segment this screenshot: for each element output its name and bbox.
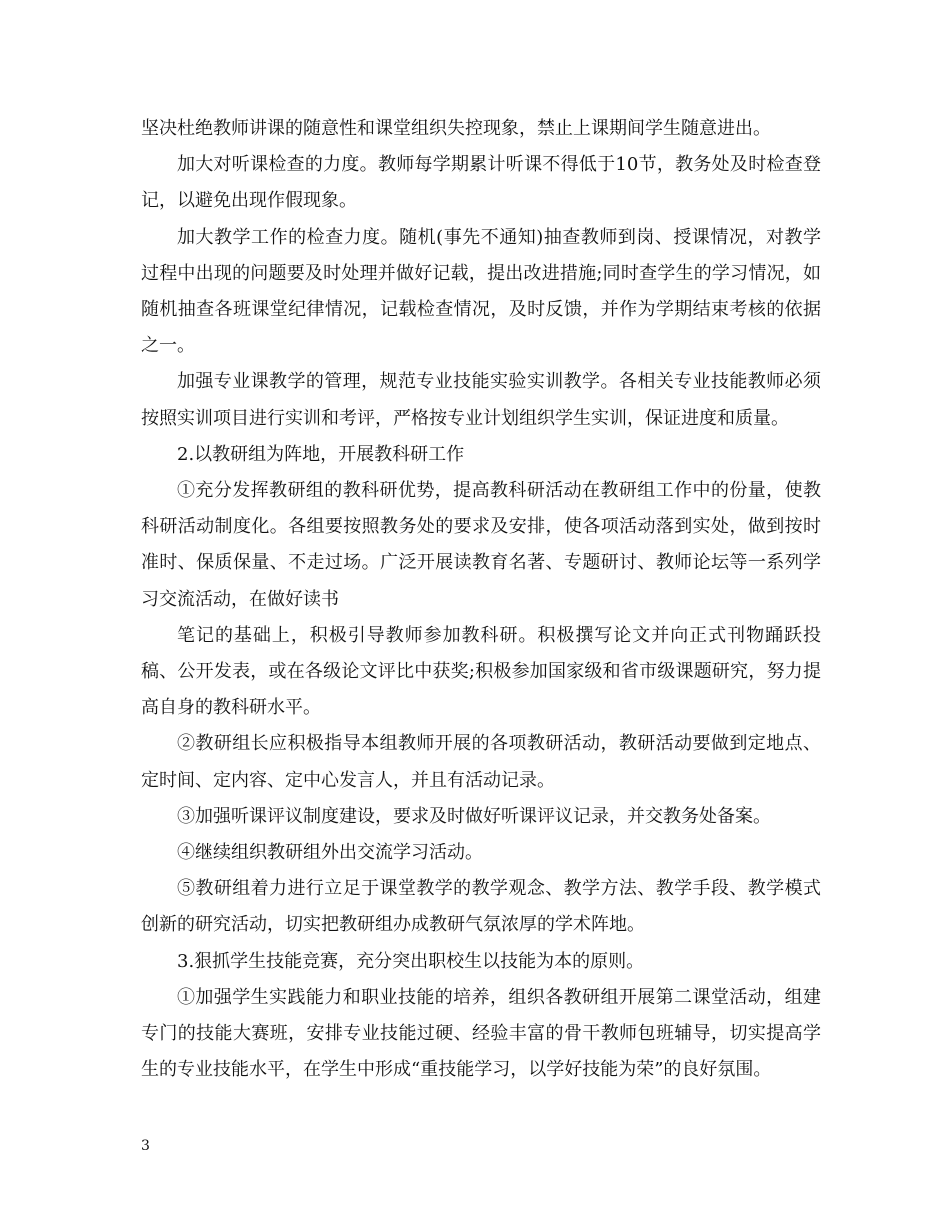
paragraph-specialized-course-management: 加强专业课教学的管理，规范专业技能实验实训教学。各相关专业技能教师必须按照实训项目进行实训和考评，严格按专业计划组织学生实训，保证进度和质量。 bbox=[141, 371, 821, 429]
paragraph-lesson-observation: 加大对听课检查的力度。教师每学期累计听课不得低于10节，教务处及时检查登记，以避免出现作假现象。 bbox=[141, 154, 821, 212]
body-text bbox=[141, 111, 821, 1088]
section-heading-teaching-research: 2.以教研组为阵地，开展教科研工作 bbox=[177, 443, 465, 465]
paragraph-item-4: ④继续组织教研组外出交流学习活动。 bbox=[177, 842, 483, 864]
paragraph-item-1-continued: 笔记的基础上，积极引导教师参加教科研。积极撰写论文并向正式刊物踊跃投稿、公开发表，或在各级论文评比中获奖;积极参加国家级和省市级课题研究，努力提高自身的教科研水平。 bbox=[141, 624, 821, 719]
page-number: 3 bbox=[141, 1138, 150, 1154]
paragraph-teaching-inspection: 加大教学工作的检查力度。随机(事先不通知)抽查教师到岗、授课情况，对教学过程中出现的问题要及时处理并做好记载，提出改进措施;同时查学生的学习情况，如随机抽查各班课堂纪律情况，记载检查情况，及时反馈，并作为学期结束考核的依据之一。 bbox=[141, 226, 821, 357]
paragraph-item-3: ③加强听课评议制度建设，要求及时做好听课评议记录，并交教务处备案。 bbox=[177, 805, 771, 827]
paragraph-continuation: 坚决杜绝教师讲课的随意性和课堂组织失控现象，禁止上课期间学生随意进出。 bbox=[141, 118, 771, 139]
section-heading-skills-competition: 3.狠抓学生技能竞赛，充分突出职校生以技能为本的原则。 bbox=[177, 950, 645, 972]
paragraph-item-1: ①充分发挥教研组的教科研优势，提高教科研活动在教研组工作中的份量，使教科研活动制度化。各组要按照教务处的要求及安排，使各项活动落到实处，做到按时准时、保质保量、不走过场。广泛开展读教育名著、专题研讨、教师论坛等一系列学习交流活动，在做好读书 bbox=[141, 480, 821, 610]
paragraph-item-2: ②教研组长应积极指导本组教师开展的各项教研活动，教研活动要做到定地点、定时间、定内容、定中心发言人，并且有活动记录。 bbox=[141, 733, 821, 791]
paragraph-skills-item-1: ①加强学生实践能力和职业技能的培养，组织各教研组开展第二课堂活动，组建专门的技能大赛班，安排专业技能过硬、经验丰富的骨干教师包班辅导，切实提高学生的专业技能水平，在学生中形成“重技能学习，以学好技能为荣”的良好氛围。 bbox=[141, 986, 821, 1081]
paragraph-item-5: ⑤教研组着力进行立足于课堂教学的教学观念、教学方法、教学手段、教学模式创新的研究活动，切实把教研组办成教研气氛浓厚的学术阵地。 bbox=[141, 878, 821, 936]
